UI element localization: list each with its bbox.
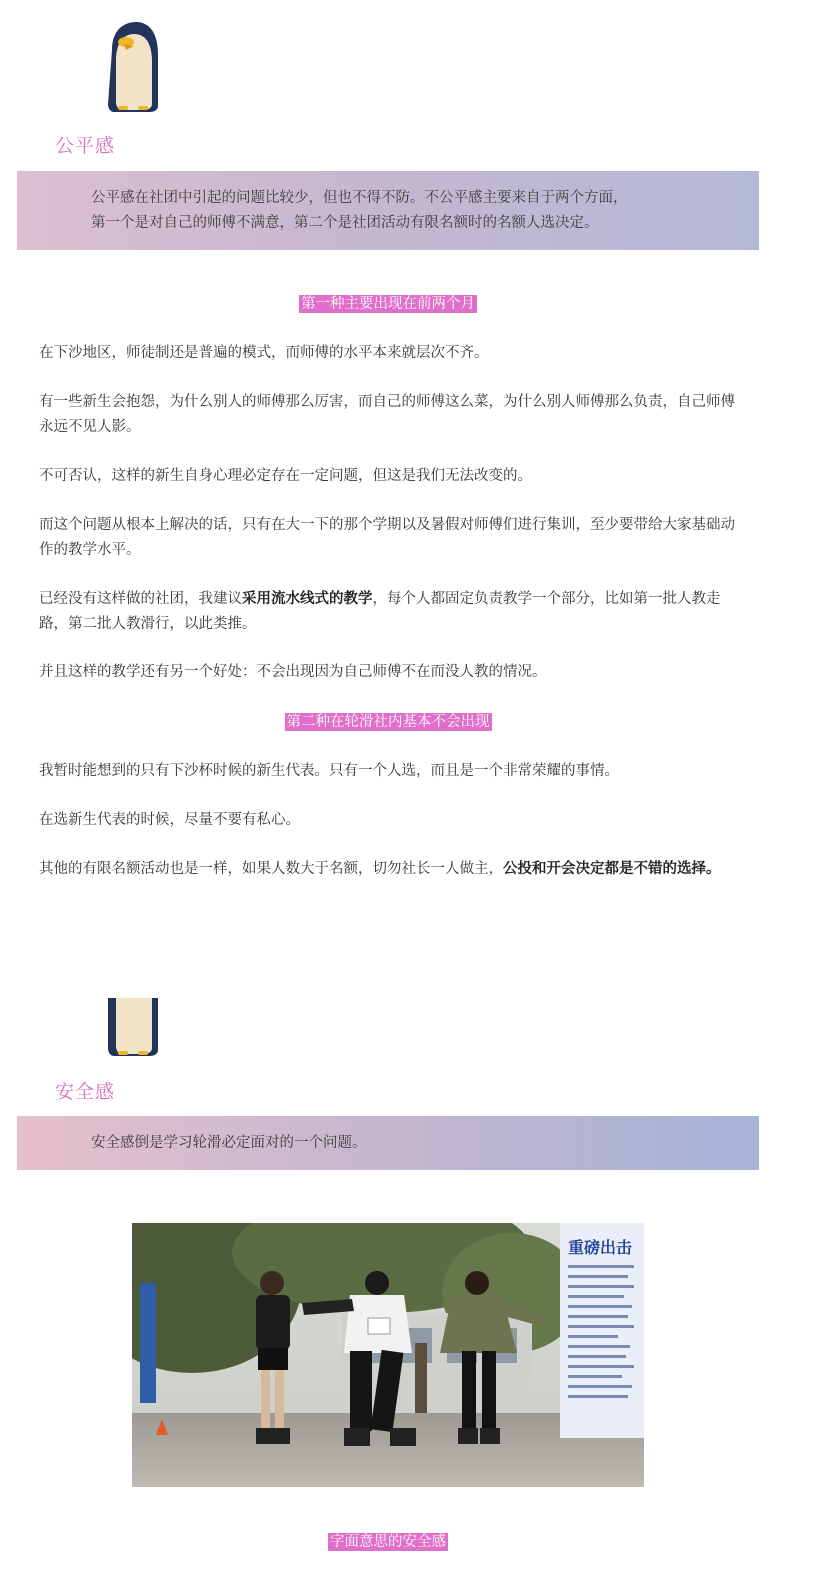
- paragraph-2: 有一些新生会抱怨，为什么别人的师傅那么厉害，而自己的师傅这么菜，为什么别人师傅那么负责，自己师傅永远不见人影。: [39, 394, 735, 435]
- paragraph-4: 而这个问题从根本上解决的话，只有在大一下的那个学期以及暑假对师傅们进行集训，至少要带给大家基础动作的教学水平。: [39, 517, 735, 558]
- section-heading-safety: 安全感: [55, 1081, 116, 1103]
- highlight-tag-safety-text: 字面意思的安全感: [330, 1534, 446, 1550]
- paragraph-5-emphasis: 采用流水线式的教学: [242, 591, 373, 607]
- paragraph-5-text-b: ，每个人都固定负责教学一个部分，比如第一批人教走路，第二批人教滑行，以此类推。: [39, 591, 721, 632]
- skating-photo: [132, 1223, 644, 1487]
- paragraph-5: [39, 587, 739, 637]
- paragraph-3: 不可否认，这样的新生自身心理必定存在一定问题，但这是我们无法改变的。: [39, 468, 532, 484]
- intro-line-1: 公平感在社团中引起的问题比较少，但也不得不防。不公平感主要来自于两个方面，: [91, 190, 628, 206]
- highlight-tag-safety: [0, 1531, 776, 1552]
- paragraph-9: [39, 857, 739, 882]
- paragraph-6: 并且这样的教学还有另一个好处：不会出现因为自己师傅不在而没人教的情况。: [39, 664, 547, 680]
- paragraph-7: 我暂时能想到的只有下沙杯时候的新生代表。只有一个人选，而且是一个非常荣耀的事情。: [39, 763, 619, 779]
- intro-band-safety: [17, 1116, 759, 1170]
- highlight-tag-second: [0, 711, 776, 732]
- paragraph-8: 在选新生代表的时候，尽量不要有私心。: [39, 812, 300, 828]
- paragraph-9-text: 其他的有限名额活动也是一样，如果人数大于名额，切勿社长一人做主，: [39, 861, 503, 877]
- highlight-tag-second-text: 第二种在轮滑社内基本不会出现: [286, 714, 490, 730]
- paragraph-9-emphasis: 公投和开会决定都是不错的选择。: [503, 861, 721, 877]
- intro-line-safety: 安全感倒是学习轮滑必定面对的一个问题。: [91, 1135, 367, 1151]
- section-heading-fairness: 公平感: [55, 135, 116, 157]
- highlight-tag-first-text: 第一种主要出现在前两个月: [301, 296, 475, 312]
- penguin-mascot-small-icon: [104, 998, 160, 1056]
- highlight-tag-first: [0, 293, 776, 314]
- paragraph-1: 在下沙地区，师徒制还是普遍的模式，而师傅的水平本来就层次不齐。: [39, 345, 489, 361]
- intro-line-2: 第一个是对自己的师傅不满意，第二个是社团活动有限名额时的名额人选决定。: [91, 215, 599, 231]
- intro-band-fairness: [17, 171, 759, 250]
- penguin-mascot-icon: [104, 20, 160, 112]
- poster-title: 重磅出击: [568, 1238, 633, 1257]
- paragraph-5-text-a: 已经没有这样做的社团，我建议: [39, 591, 242, 607]
